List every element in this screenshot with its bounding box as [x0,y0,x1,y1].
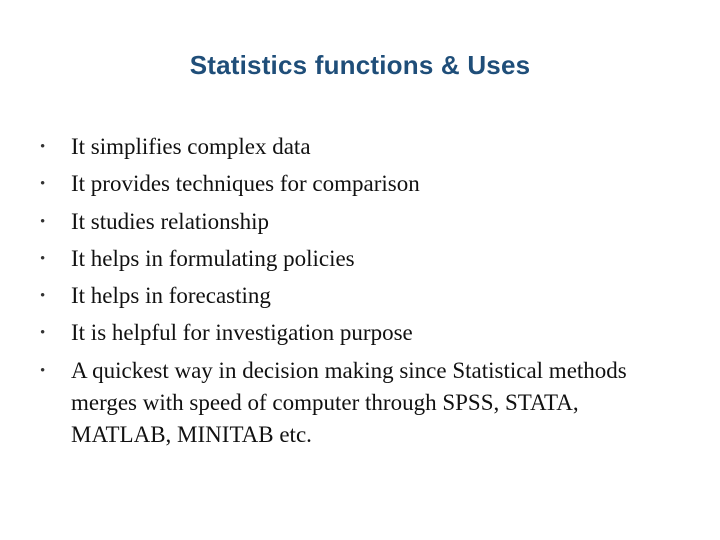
bullet-dot-icon: • [40,362,46,379]
bullet-dot-icon: • [40,213,46,230]
bullet-item [40,206,680,238]
bullet-dot-icon: • [40,176,46,193]
bullet-dot-icon: • [40,250,46,267]
bullet-item [40,355,680,451]
bullet-list [40,131,680,456]
bullet-item [40,317,680,349]
slide-title: Statistics functions & Uses [189,50,531,80]
bullet-text: It is helpful for investigation purpose [71,320,413,346]
bullet-text: It provides techniques for comparison [71,171,420,197]
bullet-item [40,131,680,163]
bullet-item [40,168,680,200]
bullet-text: It studies relationship [71,208,270,234]
bullet-item [40,280,680,312]
bullet-text: It helps in forecasting [71,283,271,309]
bullet-item [40,243,680,275]
bullet-text: A quickest way in decision making since Statistical methods merges with speed of computer through SPSS, STATA, MATLAB, MINITAB etc. [71,357,627,447]
bullet-dot-icon: • [40,325,46,342]
bullet-text: It simplifies complex data [71,134,311,159]
bullet-dot-icon: • [40,288,46,305]
bullet-text: It helps in formulating policies [71,245,355,271]
bullet-dot-icon: • [40,139,46,155]
